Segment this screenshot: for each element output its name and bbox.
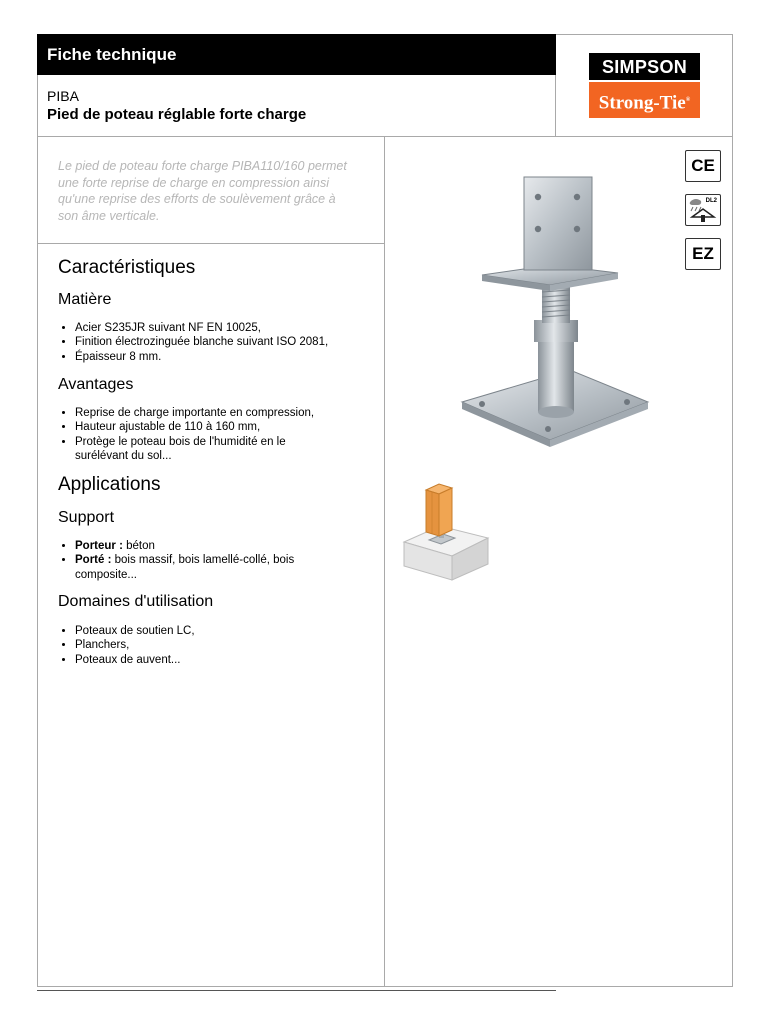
- header-bottom-rule: [37, 136, 733, 137]
- list-item: • Protège le poteau bois de l'humidité en le surélévant du sol...: [75, 435, 325, 464]
- logo-strongtie: [589, 82, 700, 118]
- model-code: PIBA: [47, 88, 79, 104]
- list-item: • Reprise de charge importante en compression,: [75, 406, 355, 420]
- heading-caracteristiques: Caractéristiques: [58, 257, 196, 278]
- list-item: • Acier S235JR suivant NF EN 10025,: [75, 321, 355, 335]
- intro-text: Le pied de poteau forte charge PIBA110/160 permet une forte reprise de charge en compression ainsi qu'une reprise des efforts de soulèvement grâce à son âme verticale.: [58, 159, 347, 223]
- list-item: • Poteaux de auvent...: [75, 653, 355, 667]
- support-label: Porteur :: [75, 540, 123, 552]
- section-title: Fiche technique: [37, 34, 556, 75]
- heading-avantages: Avantages: [58, 376, 134, 393]
- durability-badge: [685, 194, 721, 226]
- ce-badge: CE: [685, 150, 721, 182]
- logo-simpson: SIMPSON: [589, 53, 700, 80]
- heading-matiere: Matière: [58, 291, 112, 308]
- intro-bottom-rule: [37, 243, 384, 244]
- support-text: bois massif, bois lamellé-collé, bois composite...: [75, 554, 295, 581]
- page-subtitle: Pied de poteau réglable forte charge: [47, 106, 307, 123]
- column-divider: [384, 136, 385, 987]
- support-text: béton: [122, 540, 155, 552]
- list-item: [75, 539, 355, 553]
- heading-support: Support: [58, 509, 115, 526]
- product-image: [420, 155, 700, 465]
- ez-badge: EZ: [685, 238, 721, 270]
- list-item: • Épaisseur 8 mm.: [75, 350, 355, 364]
- support-label: Porté :: [75, 554, 112, 567]
- support-list: [58, 539, 355, 582]
- list-item: • Hauteur ajustable de 110 à 160 mm,: [75, 420, 355, 434]
- list-item: • Finition électrozinguée blanche suivant ISO 2081,: [75, 335, 355, 349]
- list-item: • Planchers,: [75, 638, 355, 652]
- heading-domaines: Domaines d'utilisation: [58, 593, 214, 610]
- heading-applications: Applications: [58, 474, 161, 495]
- avantages-list: [58, 406, 355, 463]
- footer-rule: [37, 990, 556, 991]
- logo-strongtie-text: Strong-Tie: [598, 92, 686, 114]
- logo-tm: ®: [685, 97, 691, 103]
- matiere-list: [58, 321, 355, 364]
- installation-illustration: [398, 478, 498, 582]
- dl-label: DL2: [705, 198, 717, 204]
- list-item: [75, 553, 325, 582]
- list-item: • Poteaux de soutien LC,: [75, 624, 355, 638]
- domaines-list: [58, 624, 355, 667]
